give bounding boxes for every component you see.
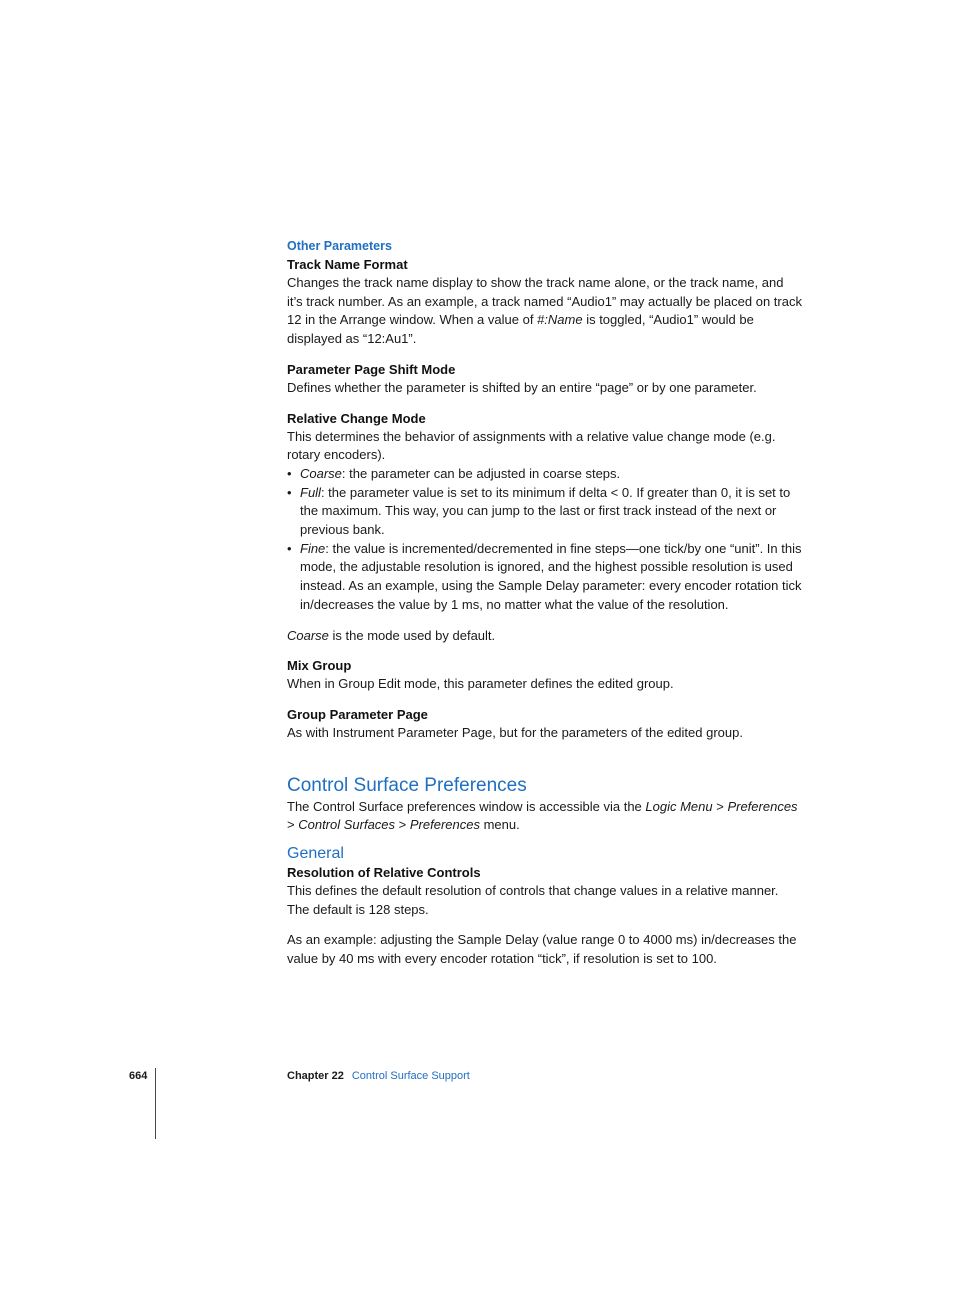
list-text: : the parameter value is set to its minimum if delta < 0. If greater than 0, it is set to the maximum. This way, you can jump to the last or first track instead of the next or previous bank.: [300, 484, 791, 538]
menu-separator: >: [395, 817, 410, 833]
list-item: [287, 465, 802, 484]
param-body-mix-group: When in Group Edit mode, this parameter defines the edited group.: [287, 676, 674, 692]
body-text: menu.: [479, 817, 520, 833]
footer: [287, 1070, 470, 1082]
list-text: : the parameter can be adjusted in coarse steps.: [341, 465, 621, 481]
csp-body: [287, 798, 802, 835]
param-heading-mix-group: Mix Group: [287, 658, 352, 674]
param-body-group-param-page: As with Instrument Parameter Page, but for the parameters of the edited group.: [287, 724, 743, 740]
footer-chapter-title: Control Surface Support: [351, 1070, 470, 1082]
example-paragraph: As an example: adjusting the Sample Delay (value range 0 to 4000 ms) in/decreases the value by 40 ms with every encoder rotation “tick”, if resolution is set to 100.: [287, 932, 797, 967]
menu-separator: >: [287, 817, 299, 833]
param-heading-relative-change: Relative Change Mode: [287, 410, 426, 426]
param-heading-resolution: Resolution of Relative Controls: [287, 865, 481, 881]
param-body-page-shift: Defines whether the parameter is shifted by an entire “page” or by one parameter.: [287, 379, 757, 395]
param-heading-track-name: Track Name Format: [287, 257, 408, 272]
param-body-relative-change: This determines the behavior of assignments with a relative value change mode (e.g. rotary encoders).: [287, 428, 776, 463]
list-term: Full: [300, 484, 321, 500]
list-term: Coarse: [300, 465, 342, 481]
body-text: Changes the track name display to show the track name alone, or the track name, and it’s track number. As an example, a track named “Audio1” may actually be placed on track 12 in the Arrange window. When a value of: [287, 275, 802, 328]
param-body-resolution: This defines the default resolution of controls that change values in a relative manner. The default is 128 steps.: [287, 883, 779, 917]
subsection-heading-general: General: [287, 845, 344, 863]
menu-path: Control Surfaces: [298, 817, 396, 833]
list-term: Fine: [300, 540, 326, 556]
list-item: [287, 540, 802, 615]
page-content: [287, 236, 802, 969]
default-term: Coarse: [287, 627, 329, 643]
section-subheading: Other Parameters: [287, 239, 392, 253]
param-heading-group-param-page: Group Parameter Page: [287, 706, 428, 722]
list-text: : the value is incremented/decremented in fine steps—one tick/by one “unit”. In this mode, the adjustable resolution is ignored, and the highest possible resolution is used instead. As an example, using the Sample Delay parameter: every encoder rotation tick in/decreases the value by 1 ms, no matter what the value of the resolution.: [300, 540, 802, 612]
page-number: 664: [129, 1070, 148, 1082]
body-italic: #:Name: [537, 312, 583, 328]
menu-path: Preferences: [727, 798, 798, 814]
param-body-track-name: [287, 274, 802, 349]
footer-divider: [155, 1068, 156, 1139]
footer-chapter: Chapter 22: [287, 1070, 344, 1082]
default-text: is the mode used by default.: [328, 627, 496, 643]
menu-path: Preferences: [409, 817, 480, 833]
menu-separator: >: [712, 798, 728, 814]
body-text: is toggled, “Audio1” would be displayed as “12:Au1”.: [287, 312, 754, 347]
default-mode-note: [287, 627, 802, 646]
list-item: [287, 484, 802, 540]
section-heading-csp: Control Surface Preferences: [287, 774, 527, 796]
menu-path: Logic Menu: [645, 798, 713, 814]
body-text: The Control Surface preferences window is accessible via the: [287, 798, 646, 814]
mode-list: [287, 465, 802, 615]
param-heading-page-shift: Parameter Page Shift Mode: [287, 361, 456, 377]
